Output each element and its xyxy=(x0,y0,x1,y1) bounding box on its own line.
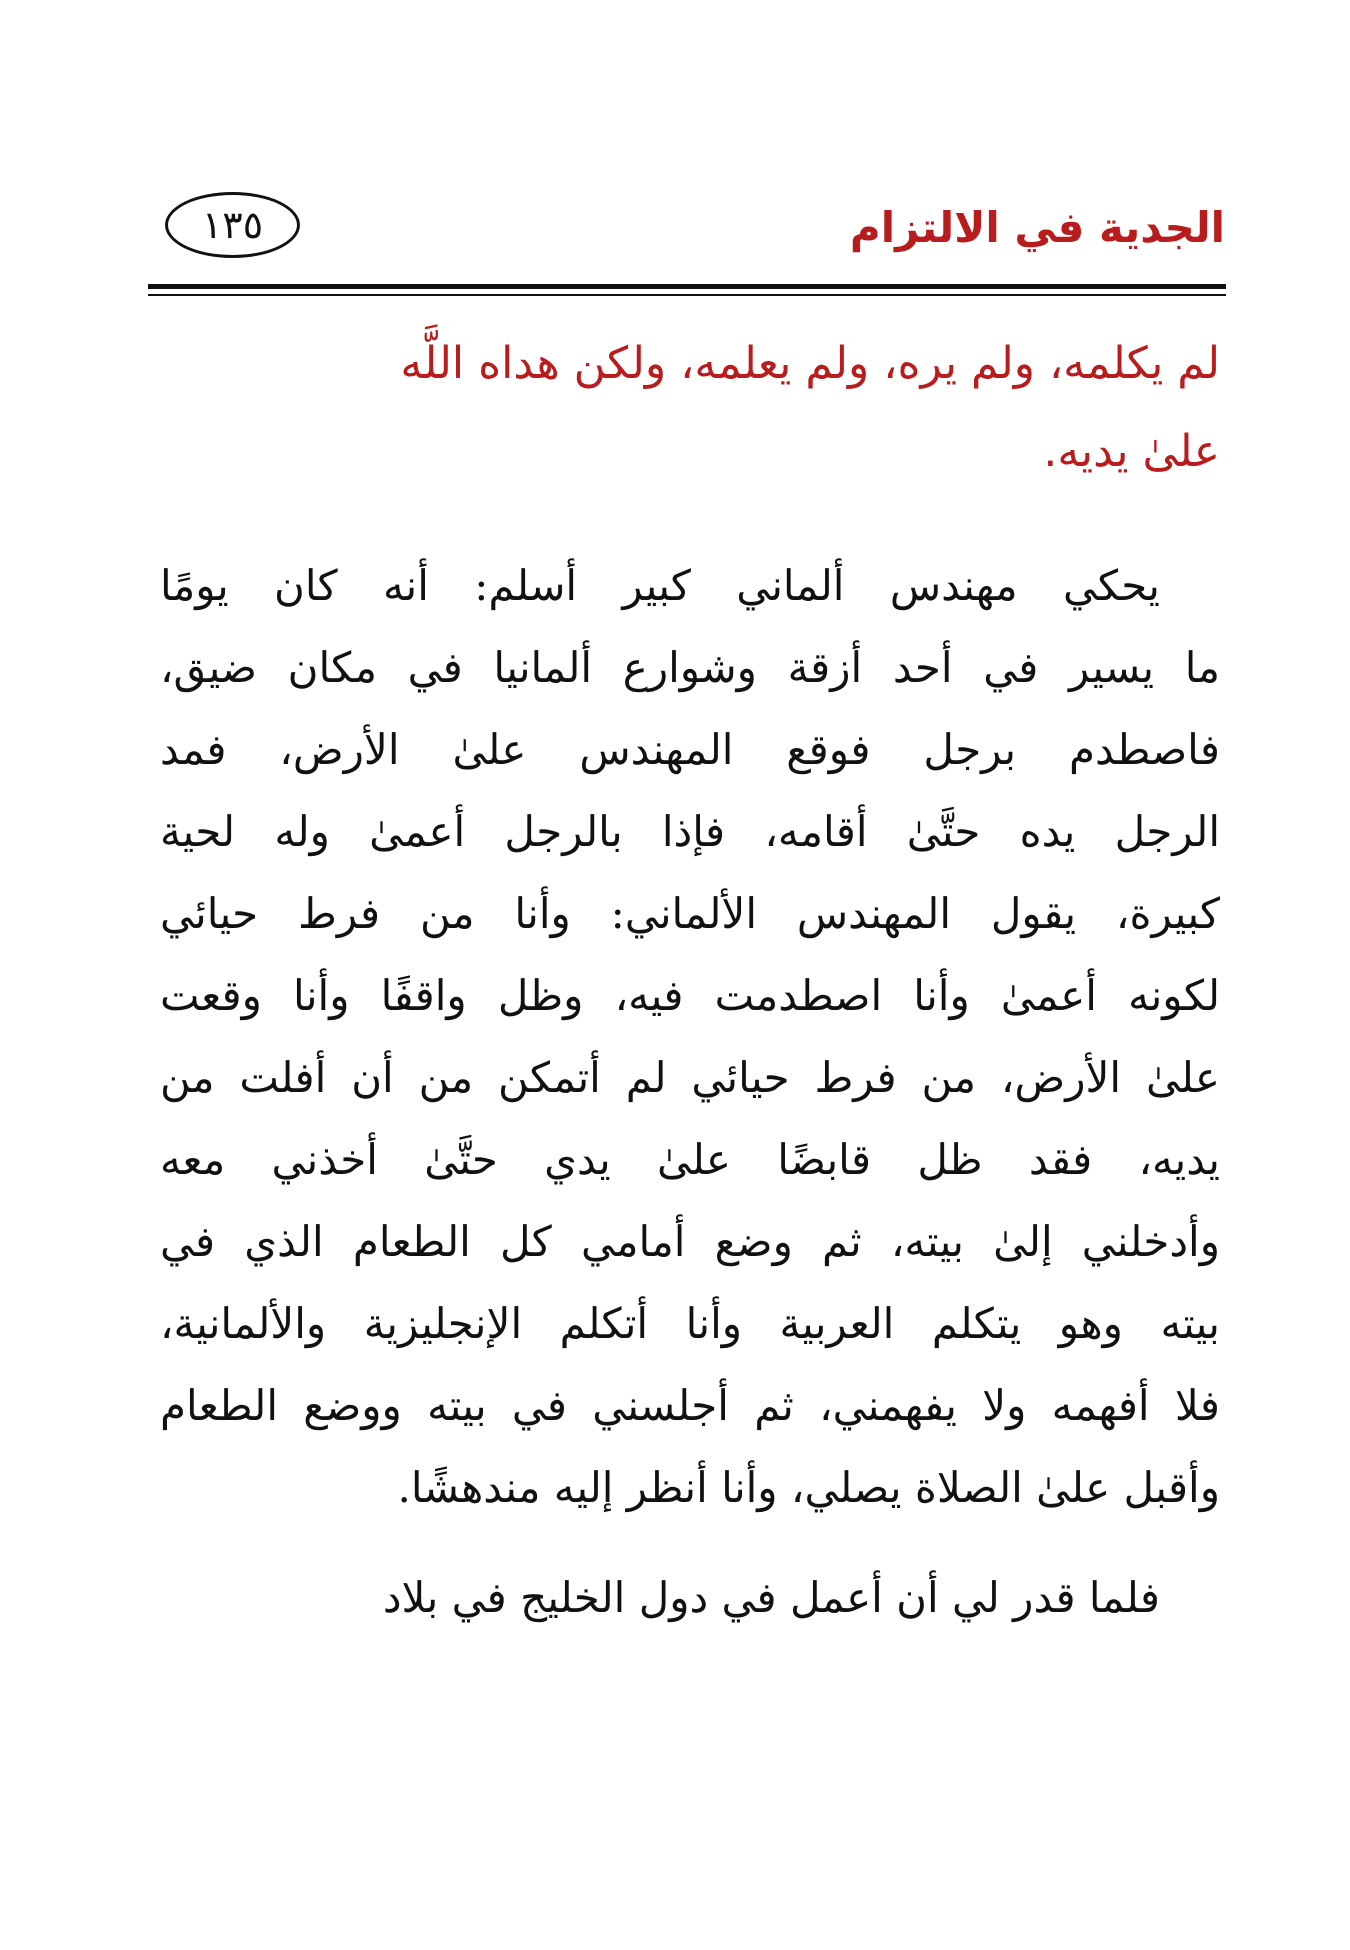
text-line: فاصطدم برجل فوقع المهندس علىٰ الأرض، فمد xyxy=(160,725,1220,774)
text-line: فلما قدر لي أن أعمل في دول الخليج في بلاد xyxy=(382,1573,1160,1622)
text-line: علىٰ الأرض، من فرط حيائي لم أتمكن من أن أفلت من xyxy=(160,1053,1220,1102)
hadith-quote xyxy=(160,320,1220,496)
paragraph-1 xyxy=(160,545,1220,1529)
paragraph-gap xyxy=(160,1529,1220,1557)
text-line: يديه، فقد ظل قابضًا علىٰ يدي حتَّىٰ أخذني معه xyxy=(160,1135,1220,1184)
text-line: الرجل يده حتَّىٰ أقامه، فإذا بالرجل أعمىٰ وله لحية xyxy=(160,807,1220,856)
text-line: لكونه أعمىٰ وأنا اصطدمت فيه، وظل واقفًا وأنا وقعت xyxy=(160,971,1220,1020)
paragraph-2 xyxy=(160,1557,1220,1639)
text-line: ما يسير في أحد أزقة وشوارع ألمانيا في مكان ضيق، xyxy=(160,643,1220,692)
header-rule-thick xyxy=(148,284,1226,289)
header-rule-thin xyxy=(148,294,1226,296)
quote-line: علىٰ يديه. xyxy=(1043,426,1220,477)
text-line: يحكي مهندس ألماني كبير أسلم: أنه كان يومًا xyxy=(160,561,1160,610)
text-line: وأدخلني إلىٰ بيته، ثم وضع أمامي كل الطعام الذي في xyxy=(160,1217,1220,1266)
text-line: بيته وهو يتكلم العربية وأنا أتكلم الإنجليزية والألمانية، xyxy=(160,1299,1220,1348)
body-text xyxy=(160,545,1220,1639)
text-line: كبيرة، يقول المهندس الألماني: وأنا من فرط حيائي xyxy=(160,889,1220,938)
page-number: ١٣٥ xyxy=(201,203,264,247)
page-number-oval xyxy=(165,192,300,258)
text-line: وأقبل علىٰ الصلاة يصلي، وأنا أنظر إليه مندهشًا. xyxy=(397,1463,1220,1512)
text-line: فلا أفهمه ولا يفهمني، ثم أجلسني في بيته ووضع الطعام xyxy=(160,1381,1220,1430)
page-header xyxy=(150,192,1225,272)
quote-line: لم يكلمه، ولم يره، ولم يعلمه، ولكن هداه اللَّه xyxy=(400,338,1220,389)
running-title: الجدية في الالتزام xyxy=(849,203,1225,252)
